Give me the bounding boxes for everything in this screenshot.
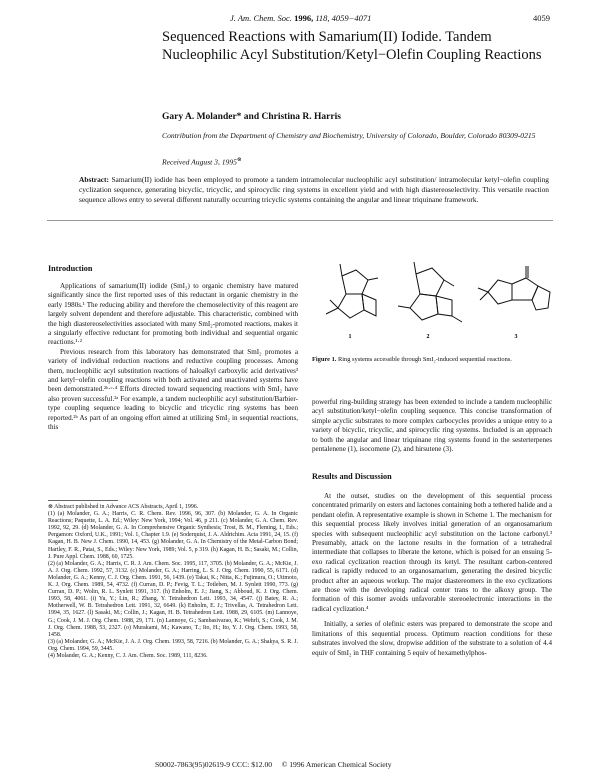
journal-name: J. Am. Chem. Soc. [230,13,292,23]
footer-code: S0002-7863(95)02619-9 CCC: $12.00 [155,760,273,769]
paragraph: Applications of samarium(II) iodide (SmI₂) to organic chemistry have matured significantly since the first reported uses of this reductant in organic chemistry in the early 1980s.¹ The reducing ability and therefore the chemoselectivity of this reagent are largely solvent dependent and therefore adjustable. This characteristic, combined with the high diastereoselectivities associated with many SmI₂-promoted reactions, makes it a singularly effective reductant for promoting both individual and sequential organic reactions.¹·² [48,282,298,347]
section-heading-results: Results and Discussion [312,472,392,481]
compound-label-2: 2 [426,334,430,340]
figure-1-caption [312,356,552,364]
compound-label-1: 1 [348,334,352,340]
page-footer [155,760,392,769]
structure-hirsutene [478,266,550,310]
figure-1-structures [312,256,557,344]
introduction-body [48,282,298,433]
structure-isocomene [398,262,462,322]
running-header-citation [230,13,371,23]
structure-pentalenene [326,264,378,318]
abstract-text: Samarium(II) iodide has been employed to promote a tandem intramolecular nucleophilic acyl substitution/ intramolecular ketyl−olefin coupling cyclization sequence, generating bicyclic, tricyclic, and spirocyclic ring systems in excellent yield and with high diastereoselectivity. This versatile reaction sequence allows entry to several different naturally occurring tricyclic systems containing the angular and linear triquinane framework. [79,175,549,204]
received-footnote-mark: ⊗ [236,157,242,163]
footer-copyright: © 1996 American Chemical Society [281,760,392,769]
footnote: ⊗ Abstract published in Advance ACS Abstracts, April 1, 1996. [48,504,199,510]
received-text: Received August 3, 1995 [162,157,237,167]
abstract-label: Abstract: [79,175,109,184]
footnotes [48,504,298,660]
results-body [312,492,552,658]
article-title: Sequenced Reactions with Samarium(II) Iodide. Tandem Nucleophilic Acyl Substitution/Ketyl−Olefin Coupling Reactions [162,29,542,63]
footnote: (2) (a) Molander, G. A.; Harris, C. R. J. Am. Chem. Soc. 1995, 117, 3705. (b) Molander, G. A.; McKie, J. A. J. Org. Chem. 1992, 57, 3132. (c) Molander, G. A.; Harring, L. S. J. Org. Chem. 1990, 55, 6171. (d) Molander, G. A.; Kenny, C. J. Org. Chem. 1991, 56, 1439. (e) Takai, K.; Nitta, K.; Fujimura, O.; Utimoto, K. J. Org. Chem. 1989, 54, 4732. (f) Curran, D. P.; Fevig, T. L.; Totleben, M. J. Synlett 1990, 773. (g) Curran, D. P.; Wolin, R. L. Synlett 1991, 317. (h) Enholm, E. J.; Jiang, S.; Abboud, K. J. Org. Chem. 1993, 58, 4061. (i) Yu, Y.; Lin, R.; Zhang, Y. Tetrahedron Lett. 1993, 34, 4547. (j) Batey, R. A.; Motherwell, W. B. Tetrahedron Lett. 1991, 32, 6649. (k) Enholm, E. J.; Trivellas, A. Tetrahedron Lett. 1994, 35, 1627. (l) Sasaki, M.; Collin, J.; Kagan, H. B. Tetrahedron Lett. 1988, 29, 6105. (m) Lannoye, G.; Cook, J. M. J. Org. Chem. 1988, 29, 171. (n) Lannoye, G.; Sambasivarao, K.; Wehrli, S.; Cook, J. M. J. Org. Chem. 1988, 53, 2327. (o) Murakami, M.; Kawano, T.; Ito, H.; Ito, Y. J. Org. Chem. 1993, 58, 1458. [48,560,298,638]
figure-label: Figure 1. [312,356,337,363]
compound-label-3: 3 [514,334,518,340]
affiliation: Contribution from the Department of Chemistry and Biochemistry, University of Colorado, Boulder, Colorado 80309-0215 [162,131,536,140]
paragraph: Initially, a series of olefinic esters was prepared to demonstrate the scope and limitations of this sequential process. Optimum reaction conditions for these substrates involved the slow, dropwise addition of the substrate to a solution of 4.4 equiv of SmI₂ in THF containing 5 equiv of hexamethylphos- [312,620,552,657]
received-date [162,157,242,167]
volume-pages: 118, 4059−4071 [315,13,372,23]
paragraph: At the outset, studies on the development of this sequential process concentrated primarily on esters and lactones containing both a tethered halide and a pendant olefin. A representative example is shown in Scheme 1. The mechanism for this sequential process likely involves initial generation of an organosamarium species with subsequent nucleophilic acyl substitution on the lactone carbonyl.³ Presumably, attack on the lactone results in the formation of a tetrahedral intermediate that collapses to liberate the ketone, which is poised for an ensuing 5-exo radical cyclization reaction through its ketyl. The resultant carbon-centered radical is rapidly reduced to an organosamarium, generating the desired bicyclic product after an aqueous workup. The major diastereomers in the exo cyclizations are those with the developing radical center trans to the alkoxy group. The formation of this isomer avoids unfavorable stereoelectronic interactions in the radical cyclization.⁴ [312,492,552,613]
authors: Gary A. Molander* and Christina R. Harris [162,112,341,122]
paragraph: powerful ring-building strategy has been extended to include a tandem nucleophilic acyl substitution/ketyl−olefin coupling sequence. This concise transformation of simple acyclic substrates to more complex carbocycles provides a unique entry to a variety of bicyclic, tricyclic, and spirocyclic ring systems. Included is an approach to both the angular and linear triquinane ring systems found in the sesterterpenes pentalenene (1), isocomene (2), and hirsutene (3). [312,398,552,454]
footnote-divider [48,500,118,501]
abstract [47,175,553,221]
section-heading-introduction: Introduction [48,264,93,273]
footnote: (1) (a) Molander, G. A.; Harris, C. R. Chem. Rev. 1996, 96, 307. (b) Molander, G. A. In Organic Reactions; Paquette, L. A. Ed.; Wiley: New York, 1994; Vol. 46, p 211. (c) Molander, G. A. Chem. Rev. 1992, 92, 29. (d) Molander, G. A. In Comprehensive Organic Synthesis; Trost, B. M., Fleming, I., Eds.; Pergamon: Oxford, U.K., 1991; Vol. 1, Chapter 1.9. (e) Soderquist, J. A. Aldrichim. Acta 1991, 24, 15. (f) Kagan, H. B. New J. Chem. 1990, 14, 453. (g) Molander, G. A. In Chemistry of the Metal-Carbon Bond; Hartley, F. R., Patai, S., Eds.; Wiley: New York, 1989; Vol. 5, p 319. (h) Kagan, H. B.; Sasaki, M.; Collin, J. Pure Appl. Chem. 1988, 60, 1725. [48,511,298,560]
footnote: (4) Molander, G. A.; Kenny, C. J. Am. Chem. Soc. 1989, 111, 8236. [48,652,208,659]
page-number: 4059 [533,13,550,23]
figure-caption-text: Ring systems accessible through SmI₂-induced sequential reactions. [338,356,512,363]
journal-year: 1996, [294,13,314,23]
intro-continuation [312,398,552,454]
footnote: (3) (a) Molander, G. A.; McKie, J. A. J. Org. Chem. 1993, 58, 7216. (b) Molander, G. A.; Shakya, S. R. J. Org. Chem. 1994, 59, 3445. [48,638,298,652]
paragraph: Previous research from this laboratory has demonstrated that SmI₂ promotes a variety of individual reduction reactions and reductive coupling processes. Among them, nucleophilic acyl substitution reactions of haloalkyl carboxylic acid derivatives³ and ketyl−olefin coupling reactions with both activated and unactivated systems have been demonstrated.²ᵇ·ᶜ·⁴ Efforts directed toward sequencing reactions with SmI₂ have also proven successful.²ᵃ For example, a tandem nucleophilic acyl substitution/Barbier-type coupling sequence leading to bicyclic and tricyclic ring systems has been reported.²ᵇ As part of an ongoing effort aimed at utilizing SmI₂ in sequential reactions, this [48,347,298,432]
